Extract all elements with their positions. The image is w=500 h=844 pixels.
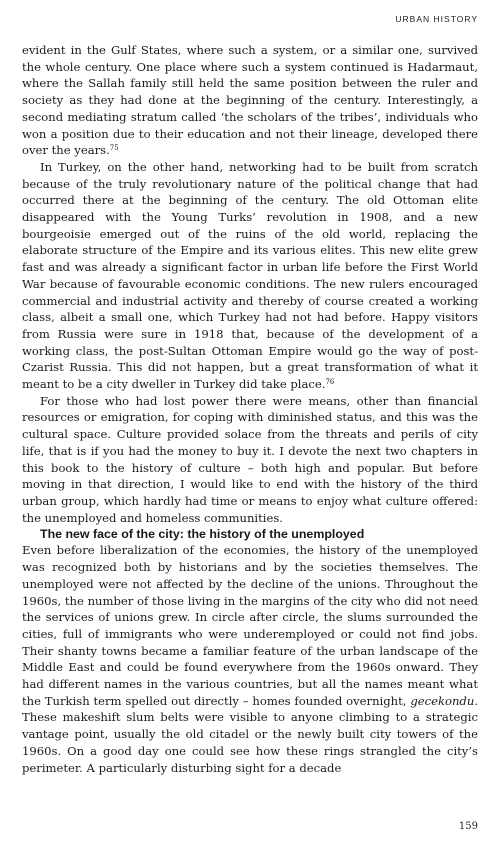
paragraph-2 xyxy=(22,159,478,393)
paragraph-4-text-b: . These makeshift slum belts were visible to anyone climbing to a strategic vantage point, usually the old citadel or the newly built city towers of the 1960s. On a good day one could see how these rings strangled the city’s perimeter. A particularly disturbing sight for a decade xyxy=(22,693,478,775)
paragraph-1 xyxy=(22,42,478,159)
running-head: URBAN HISTORY xyxy=(395,14,478,24)
section-heading: The new face of the city: the history of the unemployed xyxy=(40,527,365,542)
footnote-ref-76: 76 xyxy=(325,378,335,387)
italic-term-gecekondu: gecekondu xyxy=(410,693,475,708)
paragraph-4-text-a: Even before liberalization of the economies, the history of the unemployed was recognized both by historians and by the societies themselves. The unemployed were not affected by the decline of the unions. Throughout the 1960s, the number of those living in the margins of the city who did not need the services of unions grew. In circle after circle, the slums surrounded the cities, full of immigrants who were underemployed or could not find jobs. Their shanty towns became a familiar feature of the urban landscape of the Middle East and could be found everywhere from the 1960s onward. They had different names in the various countries, but all the names meant what the Turkish term spelled out directly – homes founded overnight, xyxy=(22,543,478,708)
page-number: 159 xyxy=(458,821,478,832)
footnote-ref-75: 75 xyxy=(109,144,119,153)
paragraph-3 xyxy=(22,393,478,527)
paragraph-4 xyxy=(22,542,478,776)
body-text xyxy=(22,42,478,776)
paragraph-3-text: For those who had lost power there were means, other than financial resources or emigration, for coping with diminished status, and this was the cultural space. Culture provided solace from the threats and perils of city life, that is if you had the money to buy it. I devote the next two chapters in this book to the history of culture – both high and popular. But before moving in that direction, I would like to end with the history of the third urban group, which hardly had time or means to enjoy what culture offered: the unemployed and homeless communities. xyxy=(22,393,478,525)
paragraph-1-text: evident in the Gulf States, where such a system, or a similar one, survived the whole century. One place where such a system continued is Hadarmaut, where the Sallah family still held the same position between the ruler and society as they had done at the beginning of the century. Interestingly, a second mediating stratum called ‘the scholars of the tribes’, individuals who won a position due to their education and not their lineage, developed there over the years. xyxy=(22,43,478,158)
paragraph-2-text: In Turkey, on the other hand, networking had to be built from scratch because of the truly revolutionary nature of the political change that had occurred there at the beginning of the century. The old Ottoman elite disappeared with the Young Turks’ revolution in 1908, and a new bourgeoisie emerged out of the ruins of the old world, replacing the elaborate structure of the Empire and its various elites. This new elite grew fast and was already a significant factor in urban life before the First World War because of favourable economic conditions. The new rulers encouraged commercial and industrial activity and thereby of course created a working class, albeit a small one, which Turkey had not had before. Happy visitors from Russia were sure in 1918 that, because of the development of a working class, the post-Sultan Ottoman Empire would go the way of post-Czarist Russia. This did not happen, but a great transformation of what it meant to be a city dweller in Turkey did take place. xyxy=(22,159,478,392)
